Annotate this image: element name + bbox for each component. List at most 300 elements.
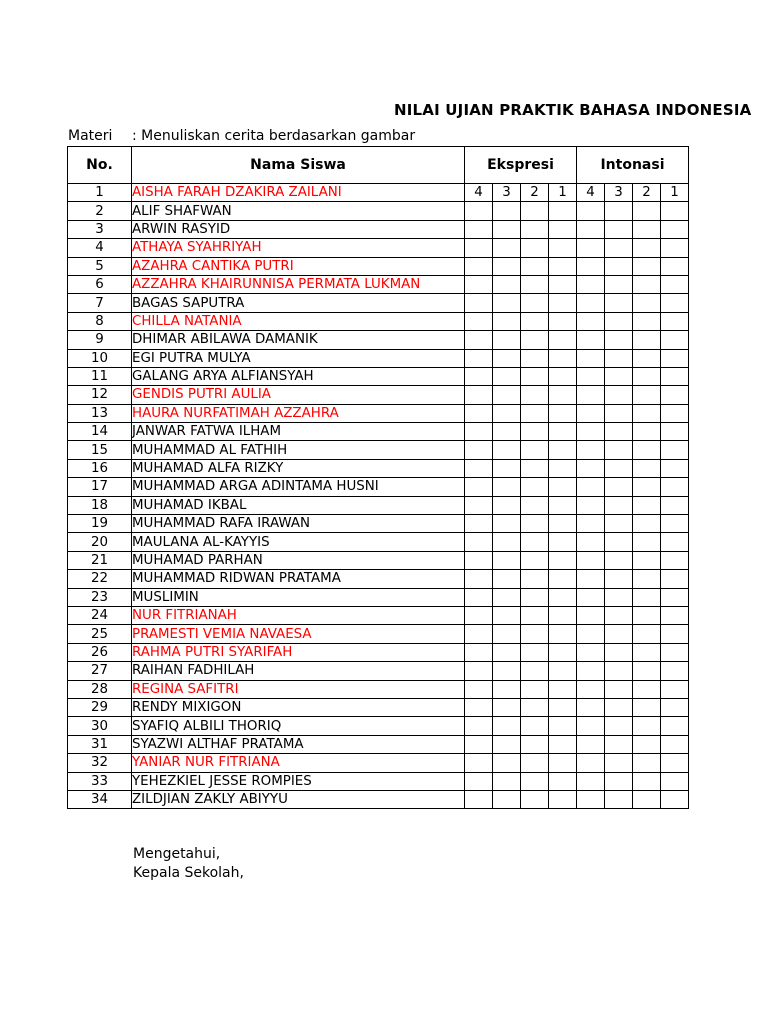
ekspresi-score-cell	[465, 790, 493, 808]
ekspresi-score-cell	[549, 643, 577, 661]
student-name: AZAHRA CANTIKA PUTRI	[132, 257, 465, 275]
ekspresi-score-cell	[465, 551, 493, 569]
ekspresi-score-cell	[521, 294, 549, 312]
intonasi-score-cell	[633, 588, 661, 606]
student-name: MUHAMAD ALFA RIZKY	[132, 459, 465, 477]
ekspresi-score-cell	[549, 349, 577, 367]
student-name: YEHEZKIEL JESSE ROMPIES	[132, 772, 465, 790]
ekspresi-score-cell	[493, 202, 521, 220]
table-row	[68, 459, 689, 477]
student-name: MUSLIMIN	[132, 588, 465, 606]
ekspresi-score-cell	[549, 423, 577, 441]
intonasi-score-cell	[633, 441, 661, 459]
ekspresi-score-cell	[493, 367, 521, 385]
intonasi-score-cell	[605, 404, 633, 422]
intonasi-score-cell	[577, 239, 605, 257]
intonasi-score-cell	[577, 404, 605, 422]
student-name: GALANG ARYA ALFIANSYAH	[132, 367, 465, 385]
student-number: 2	[68, 202, 132, 220]
ekspresi-score-cell	[493, 239, 521, 257]
ekspresi-score-cell	[465, 220, 493, 238]
intonasi-score-cell	[633, 606, 661, 624]
table-row	[68, 515, 689, 533]
table-row	[68, 625, 689, 643]
ekspresi-score-cell	[465, 239, 493, 257]
intonasi-score-cell	[605, 312, 633, 330]
ekspresi-score-cell	[521, 662, 549, 680]
intonasi-score-cell	[577, 588, 605, 606]
intonasi-score-cell	[605, 570, 633, 588]
intonasi-score-cell	[633, 404, 661, 422]
student-name: MUHAMMAD RIDWAN PRATAMA	[132, 570, 465, 588]
intonasi-score-cell	[633, 551, 661, 569]
intonasi-score-cell	[605, 754, 633, 772]
ekspresi-score-cell	[549, 220, 577, 238]
ekspresi-score-cell	[493, 698, 521, 716]
intonasi-score-cell	[605, 698, 633, 716]
table-row	[68, 606, 689, 624]
intonasi-score-cell	[577, 496, 605, 514]
intonasi-score-cell	[661, 551, 689, 569]
table-row	[68, 257, 689, 275]
intonasi-score-cell	[605, 606, 633, 624]
intonasi-score-cell	[661, 625, 689, 643]
ekspresi-score-cell	[465, 625, 493, 643]
student-number: 23	[68, 588, 132, 606]
ekspresi-score-cell	[521, 423, 549, 441]
student-number: 7	[68, 294, 132, 312]
ekspresi-score-level: 1	[549, 184, 577, 202]
student-number: 29	[68, 698, 132, 716]
grades-table	[67, 146, 689, 809]
ekspresi-score-cell	[465, 606, 493, 624]
ekspresi-score-cell	[465, 331, 493, 349]
ekspresi-score-cell	[465, 312, 493, 330]
student-name: ATHAYA SYAHRIYAH	[132, 239, 465, 257]
table-row	[68, 349, 689, 367]
intonasi-score-level: 3	[605, 184, 633, 202]
intonasi-score-cell	[605, 202, 633, 220]
intonasi-score-cell	[577, 257, 605, 275]
student-name: AISHA FARAH DZAKIRA ZAILANI	[132, 184, 465, 202]
ekspresi-score-cell	[493, 606, 521, 624]
ekspresi-score-cell	[465, 515, 493, 533]
intonasi-score-cell	[661, 202, 689, 220]
intonasi-score-cell	[661, 735, 689, 753]
ekspresi-score-cell	[521, 386, 549, 404]
intonasi-score-cell	[605, 790, 633, 808]
intonasi-score-cell	[633, 275, 661, 293]
intonasi-score-cell	[661, 570, 689, 588]
intonasi-score-cell	[605, 367, 633, 385]
ekspresi-score-cell	[549, 680, 577, 698]
ekspresi-score-cell	[549, 698, 577, 716]
student-name: BAGAS SAPUTRA	[132, 294, 465, 312]
intonasi-score-cell	[577, 312, 605, 330]
ekspresi-score-cell	[465, 386, 493, 404]
ekspresi-score-level: 3	[493, 184, 521, 202]
student-number: 14	[68, 423, 132, 441]
ekspresi-score-cell	[465, 717, 493, 735]
ekspresi-score-cell	[549, 294, 577, 312]
intonasi-score-cell	[633, 257, 661, 275]
ekspresi-score-cell	[521, 551, 549, 569]
ekspresi-score-cell	[493, 220, 521, 238]
ekspresi-score-cell	[549, 754, 577, 772]
student-name: REGINA SAFITRI	[132, 680, 465, 698]
table-row	[68, 367, 689, 385]
intonasi-score-cell	[633, 735, 661, 753]
ekspresi-score-cell	[549, 588, 577, 606]
intonasi-score-cell	[577, 220, 605, 238]
student-name: MUHAMAD IKBAL	[132, 496, 465, 514]
intonasi-score-cell	[577, 606, 605, 624]
student-number: 3	[68, 220, 132, 238]
table-row	[68, 680, 689, 698]
student-name: MAULANA AL-KAYYIS	[132, 533, 465, 551]
intonasi-score-cell	[633, 717, 661, 735]
table-row	[68, 404, 689, 422]
student-number: 32	[68, 754, 132, 772]
footer-acknowledged: Mengetahui,	[133, 846, 221, 862]
student-number: 1	[68, 184, 132, 202]
student-number: 11	[68, 367, 132, 385]
ekspresi-score-cell	[493, 257, 521, 275]
intonasi-score-cell	[661, 698, 689, 716]
intonasi-score-cell	[633, 312, 661, 330]
table-row	[68, 662, 689, 680]
intonasi-score-cell	[605, 441, 633, 459]
student-number: 17	[68, 478, 132, 496]
student-name: SYAFIQ ALBILI THORIQ	[132, 717, 465, 735]
ekspresi-score-cell	[465, 680, 493, 698]
ekspresi-score-cell	[465, 772, 493, 790]
ekspresi-score-cell	[549, 735, 577, 753]
intonasi-score-cell	[661, 294, 689, 312]
ekspresi-score-cell	[549, 662, 577, 680]
ekspresi-score-cell	[521, 239, 549, 257]
intonasi-score-cell	[633, 423, 661, 441]
ekspresi-score-cell	[465, 643, 493, 661]
student-number: 13	[68, 404, 132, 422]
ekspresi-score-cell	[465, 496, 493, 514]
intonasi-score-cell	[661, 312, 689, 330]
intonasi-score-cell	[633, 239, 661, 257]
student-name: EGI PUTRA MULYA	[132, 349, 465, 367]
intonasi-score-cell	[577, 367, 605, 385]
student-number: 21	[68, 551, 132, 569]
intonasi-score-cell	[633, 349, 661, 367]
intonasi-score-cell	[633, 386, 661, 404]
student-name: SYAZWI ALTHAF PRATAMA	[132, 735, 465, 753]
ekspresi-score-cell	[493, 478, 521, 496]
intonasi-score-cell	[633, 790, 661, 808]
intonasi-score-cell	[577, 643, 605, 661]
intonasi-score-cell	[577, 441, 605, 459]
ekspresi-score-cell	[493, 423, 521, 441]
ekspresi-score-level: 2	[521, 184, 549, 202]
intonasi-score-cell	[605, 478, 633, 496]
student-name: YANIAR NUR FITRIANA	[132, 754, 465, 772]
ekspresi-score-cell	[549, 239, 577, 257]
ekspresi-score-cell	[465, 533, 493, 551]
table-row	[68, 735, 689, 753]
intonasi-score-cell	[605, 349, 633, 367]
ekspresi-score-cell	[493, 625, 521, 643]
table-row	[68, 478, 689, 496]
ekspresi-score-cell	[493, 680, 521, 698]
ekspresi-score-cell	[549, 772, 577, 790]
intonasi-score-cell	[605, 386, 633, 404]
intonasi-score-cell	[661, 423, 689, 441]
intonasi-score-cell	[605, 625, 633, 643]
student-name: ZILDJIAN ZAKLY ABIYYU	[132, 790, 465, 808]
ekspresi-score-cell	[521, 367, 549, 385]
ekspresi-score-cell	[549, 312, 577, 330]
ekspresi-score-cell	[549, 331, 577, 349]
table-row	[68, 441, 689, 459]
student-number: 8	[68, 312, 132, 330]
table-row	[68, 331, 689, 349]
ekspresi-score-cell	[521, 349, 549, 367]
ekspresi-score-cell	[493, 717, 521, 735]
student-number: 22	[68, 570, 132, 588]
intonasi-score-cell	[661, 275, 689, 293]
student-name: DHIMAR ABILAWA DAMANIK	[132, 331, 465, 349]
intonasi-score-cell	[661, 717, 689, 735]
ekspresi-score-cell	[521, 717, 549, 735]
ekspresi-score-cell	[465, 735, 493, 753]
intonasi-score-cell	[577, 680, 605, 698]
student-name: NUR FITRIANAH	[132, 606, 465, 624]
intonasi-score-cell	[661, 478, 689, 496]
ekspresi-score-cell	[521, 698, 549, 716]
ekspresi-score-cell	[493, 294, 521, 312]
ekspresi-score-cell	[521, 606, 549, 624]
ekspresi-score-cell	[493, 570, 521, 588]
ekspresi-score-cell	[521, 404, 549, 422]
table-row	[68, 717, 689, 735]
intonasi-score-cell	[633, 533, 661, 551]
ekspresi-score-cell	[465, 294, 493, 312]
header-row	[68, 147, 689, 184]
ekspresi-score-cell	[521, 478, 549, 496]
student-number: 34	[68, 790, 132, 808]
ekspresi-score-cell	[549, 496, 577, 514]
intonasi-score-cell	[633, 643, 661, 661]
student-number: 26	[68, 643, 132, 661]
ekspresi-score-cell	[521, 459, 549, 477]
intonasi-score-cell	[577, 570, 605, 588]
intonasi-score-cell	[661, 349, 689, 367]
intonasi-score-cell	[605, 551, 633, 569]
table-row	[68, 312, 689, 330]
student-number: 28	[68, 680, 132, 698]
ekspresi-score-cell	[465, 275, 493, 293]
intonasi-score-cell	[661, 754, 689, 772]
intonasi-score-cell	[661, 533, 689, 551]
student-name: RENDY MIXIGON	[132, 698, 465, 716]
student-name: ALIF SHAFWAN	[132, 202, 465, 220]
ekspresi-score-cell	[465, 349, 493, 367]
intonasi-score-cell	[605, 643, 633, 661]
footer-principal: Kepala Sekolah,	[133, 865, 244, 881]
table-row	[68, 570, 689, 588]
student-name: MUHAMMAD AL FATHIH	[132, 441, 465, 459]
ekspresi-score-cell	[493, 790, 521, 808]
student-number: 5	[68, 257, 132, 275]
ekspresi-score-cell	[549, 533, 577, 551]
ekspresi-score-cell	[465, 404, 493, 422]
student-number: 19	[68, 515, 132, 533]
ekspresi-score-cell	[493, 349, 521, 367]
student-name: MUHAMAD PARHAN	[132, 551, 465, 569]
table-row	[68, 588, 689, 606]
intonasi-score-cell	[633, 680, 661, 698]
ekspresi-score-cell	[549, 606, 577, 624]
intonasi-score-cell	[633, 515, 661, 533]
ekspresi-score-cell	[521, 515, 549, 533]
ekspresi-score-cell	[493, 643, 521, 661]
intonasi-score-cell	[661, 680, 689, 698]
intonasi-score-cell	[633, 754, 661, 772]
ekspresi-score-cell	[493, 496, 521, 514]
intonasi-score-cell	[605, 772, 633, 790]
intonasi-score-cell	[577, 790, 605, 808]
intonasi-score-cell	[661, 790, 689, 808]
ekspresi-score-cell	[493, 441, 521, 459]
ekspresi-score-cell	[465, 478, 493, 496]
intonasi-score-cell	[633, 331, 661, 349]
ekspresi-score-cell	[493, 551, 521, 569]
student-name: HAURA NURFATIMAH AZZAHRA	[132, 404, 465, 422]
table-row	[68, 423, 689, 441]
intonasi-score-cell	[633, 625, 661, 643]
intonasi-score-cell	[577, 754, 605, 772]
ekspresi-score-cell	[465, 367, 493, 385]
ekspresi-score-cell	[493, 459, 521, 477]
ekspresi-score-cell	[465, 257, 493, 275]
ekspresi-score-cell	[493, 275, 521, 293]
student-name: MUHAMMAD RAFA IRAWAN	[132, 515, 465, 533]
intonasi-score-cell	[605, 662, 633, 680]
intonasi-score-cell	[605, 257, 633, 275]
intonasi-score-cell	[577, 349, 605, 367]
table-row	[68, 551, 689, 569]
ekspresi-score-cell	[465, 423, 493, 441]
intonasi-score-cell	[605, 496, 633, 514]
student-name: GENDIS PUTRI AULIA	[132, 386, 465, 404]
table-row	[68, 533, 689, 551]
intonasi-score-cell	[633, 698, 661, 716]
intonasi-score-level: 4	[577, 184, 605, 202]
intonasi-score-cell	[577, 772, 605, 790]
intonasi-score-cell	[661, 588, 689, 606]
student-name: ARWIN RASYID	[132, 220, 465, 238]
ekspresi-score-cell	[465, 570, 493, 588]
header-ekspresi: Ekspresi	[465, 147, 577, 184]
ekspresi-score-cell	[549, 202, 577, 220]
ekspresi-score-cell	[521, 570, 549, 588]
ekspresi-score-cell	[549, 441, 577, 459]
table-row	[68, 239, 689, 257]
table-row	[68, 220, 689, 238]
materi-label: Materi	[68, 128, 113, 144]
intonasi-score-cell	[605, 717, 633, 735]
intonasi-score-cell	[661, 220, 689, 238]
intonasi-score-cell	[633, 496, 661, 514]
intonasi-score-cell	[605, 239, 633, 257]
ekspresi-score-cell	[465, 662, 493, 680]
ekspresi-score-cell	[521, 202, 549, 220]
ekspresi-score-cell	[521, 257, 549, 275]
student-number: 16	[68, 459, 132, 477]
table-row	[68, 275, 689, 293]
intonasi-score-cell	[577, 386, 605, 404]
ekspresi-score-cell	[549, 570, 577, 588]
student-number: 6	[68, 275, 132, 293]
header-no: No.	[68, 147, 132, 184]
intonasi-score-cell	[605, 423, 633, 441]
ekspresi-score-cell	[465, 202, 493, 220]
intonasi-score-cell	[661, 606, 689, 624]
ekspresi-score-cell	[521, 643, 549, 661]
intonasi-score-cell	[605, 680, 633, 698]
intonasi-score-level: 1	[661, 184, 689, 202]
table-row	[68, 754, 689, 772]
intonasi-score-cell	[577, 515, 605, 533]
student-name: PRAMESTI VEMIA NAVAESA	[132, 625, 465, 643]
intonasi-score-cell	[605, 331, 633, 349]
student-number: 10	[68, 349, 132, 367]
intonasi-score-cell	[577, 735, 605, 753]
student-number: 33	[68, 772, 132, 790]
intonasi-score-level: 2	[633, 184, 661, 202]
intonasi-score-cell	[633, 478, 661, 496]
ekspresi-score-cell	[549, 275, 577, 293]
intonasi-score-cell	[661, 257, 689, 275]
ekspresi-score-cell	[521, 441, 549, 459]
intonasi-score-cell	[661, 643, 689, 661]
ekspresi-score-cell	[521, 754, 549, 772]
intonasi-score-cell	[633, 662, 661, 680]
student-name: JANWAR FATWA ILHAM	[132, 423, 465, 441]
ekspresi-score-cell	[521, 533, 549, 551]
ekspresi-score-cell	[521, 790, 549, 808]
ekspresi-score-cell	[493, 588, 521, 606]
student-number: 30	[68, 717, 132, 735]
table-row	[68, 790, 689, 808]
student-name: RAIHAN FADHILAH	[132, 662, 465, 680]
ekspresi-score-cell	[493, 331, 521, 349]
intonasi-score-cell	[633, 459, 661, 477]
intonasi-score-cell	[577, 478, 605, 496]
page-title: NILAI UJIAN PRAKTIK BAHASA INDONESIA	[394, 101, 752, 119]
intonasi-score-cell	[577, 423, 605, 441]
student-name: MUHAMMAD ARGA ADINTAMA HUSNI	[132, 478, 465, 496]
intonasi-score-cell	[577, 625, 605, 643]
intonasi-score-cell	[633, 202, 661, 220]
intonasi-score-cell	[577, 459, 605, 477]
ekspresi-score-cell	[521, 680, 549, 698]
intonasi-score-cell	[605, 588, 633, 606]
intonasi-score-cell	[661, 441, 689, 459]
ekspresi-score-cell	[493, 735, 521, 753]
intonasi-score-cell	[633, 367, 661, 385]
intonasi-score-cell	[633, 570, 661, 588]
ekspresi-score-level: 4	[465, 184, 493, 202]
ekspresi-score-cell	[465, 441, 493, 459]
